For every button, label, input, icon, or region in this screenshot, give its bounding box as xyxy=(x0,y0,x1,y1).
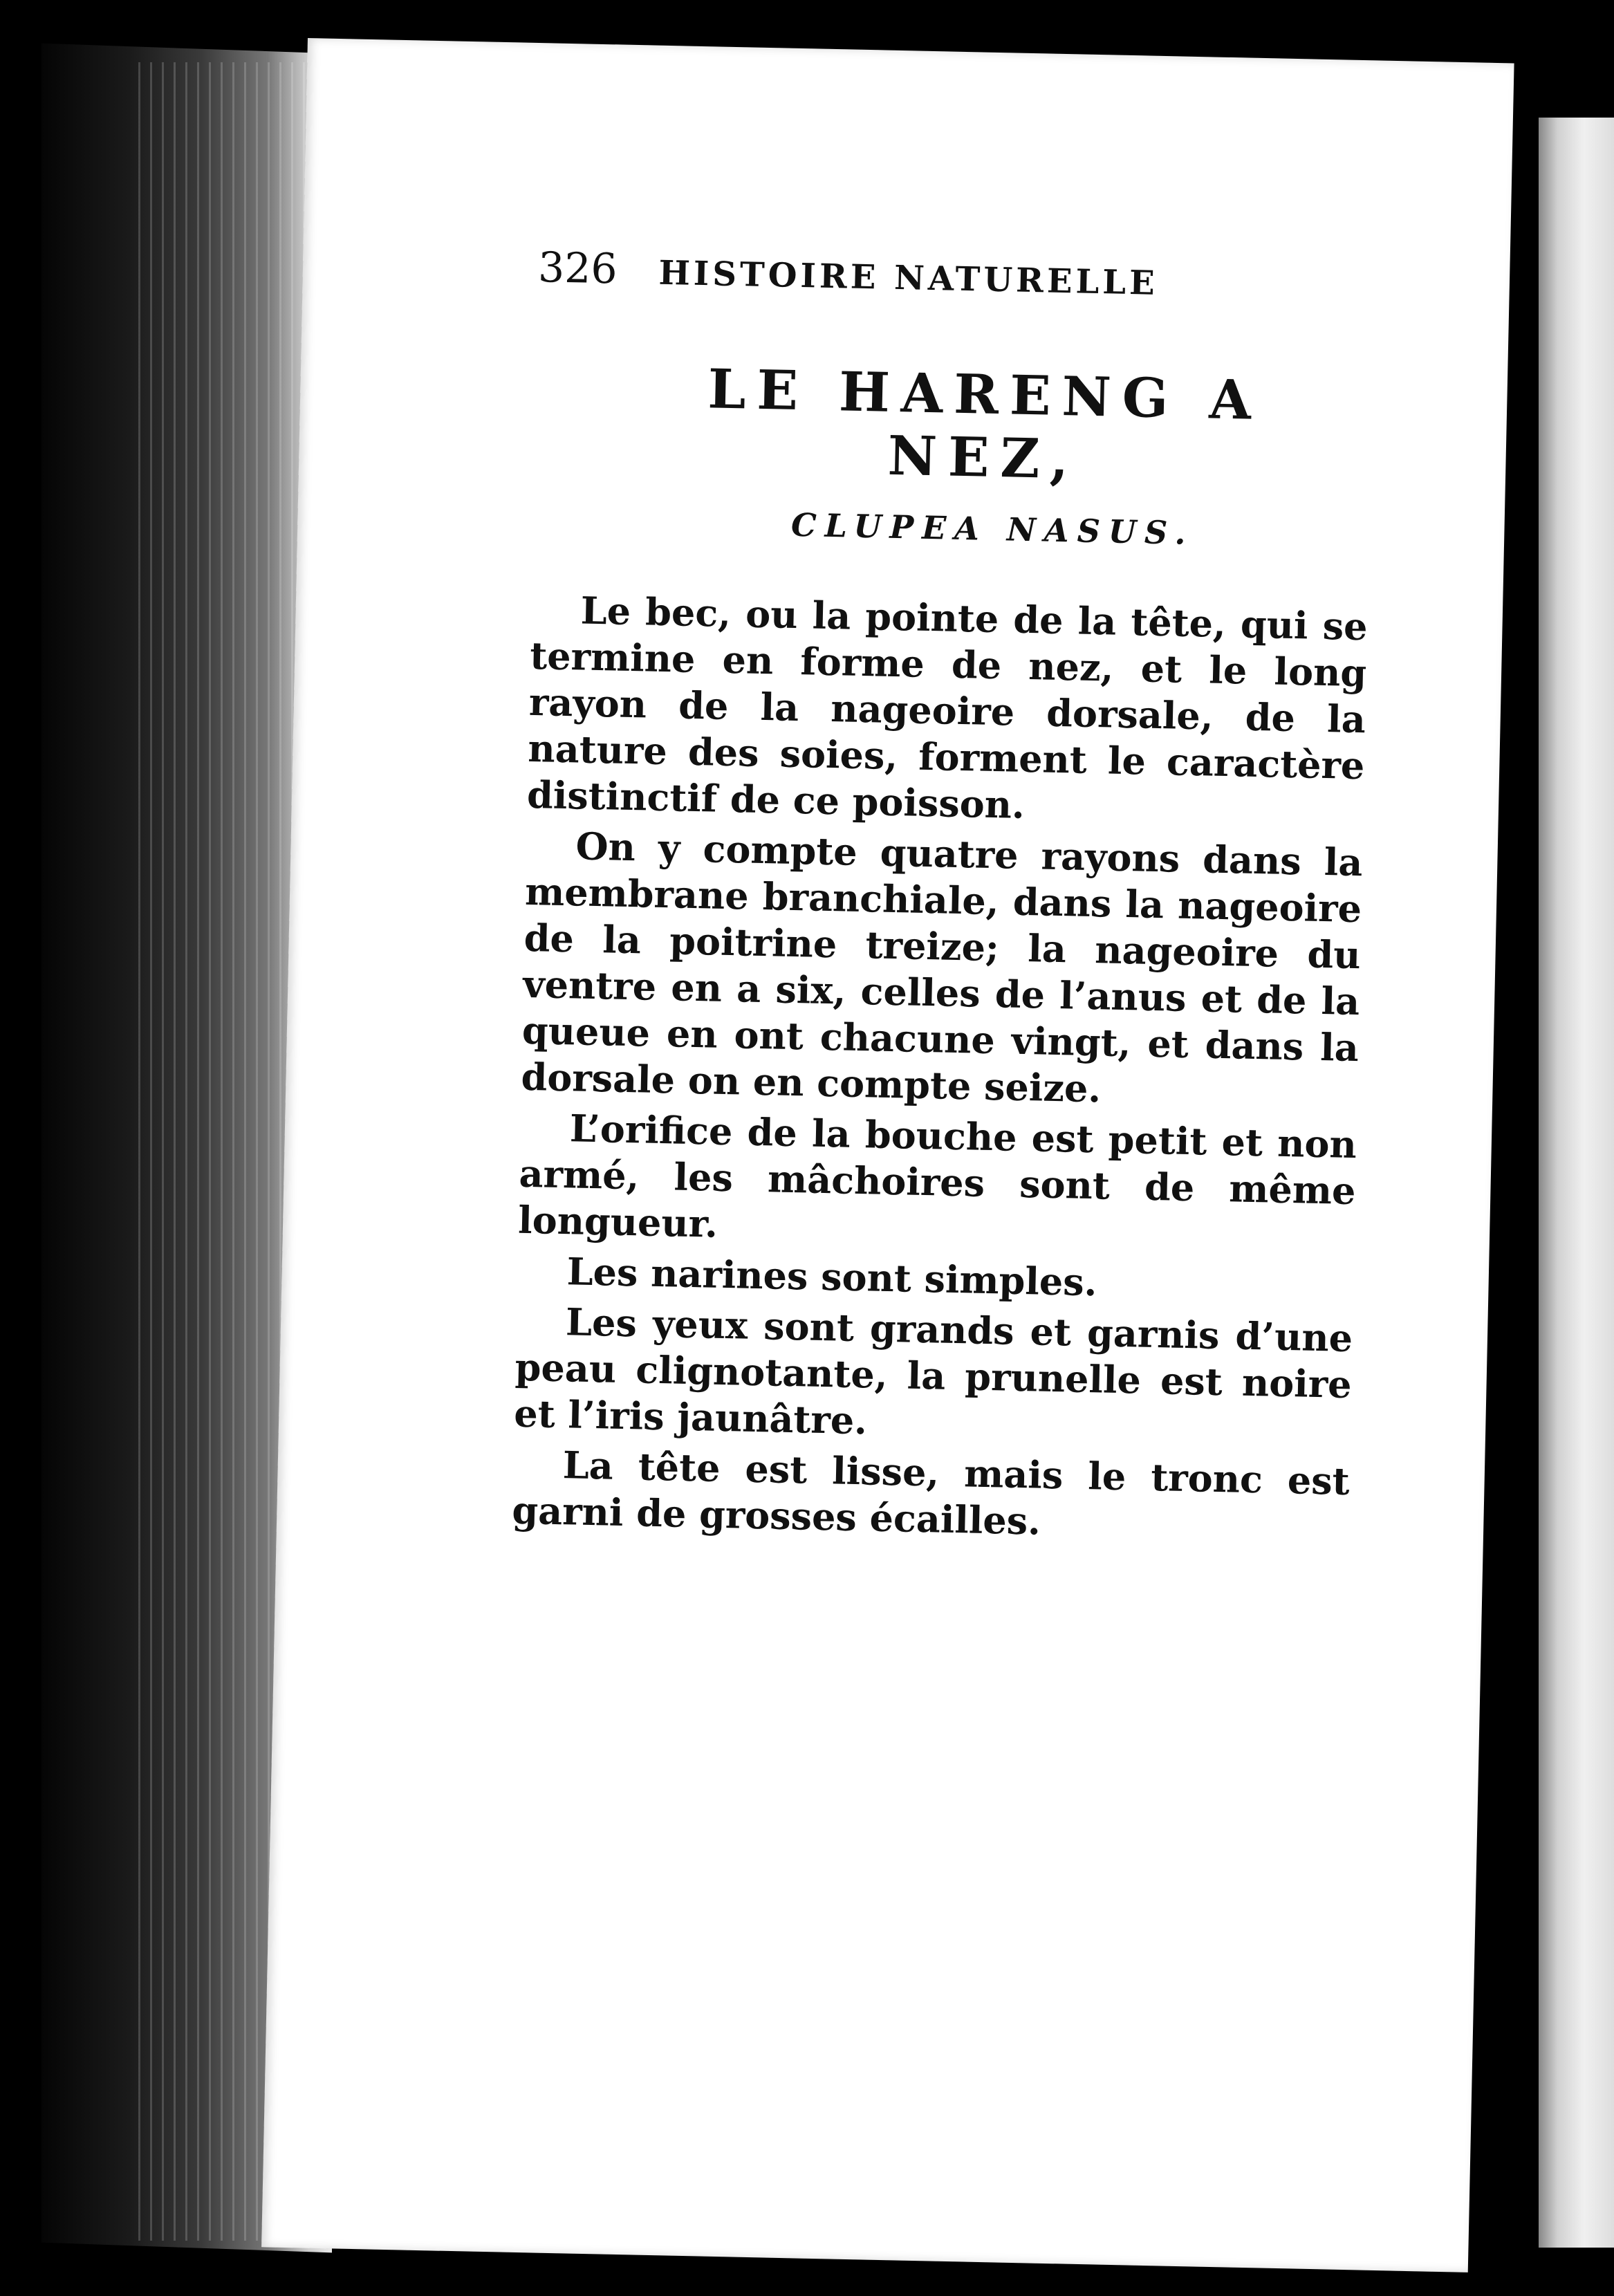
gutter-shadow xyxy=(1508,104,1539,2261)
book-page xyxy=(261,38,1514,2272)
facing-page-edge xyxy=(1539,118,1614,2248)
chapter-title: LE HARENG A NEZ, xyxy=(707,358,1263,492)
body-text xyxy=(512,586,1368,1551)
paragraph-6: La tête est lisse, mais le tronc est garni de grosses écailles. xyxy=(511,1443,1351,1544)
page-number: 326 xyxy=(537,243,618,294)
paragraph-3: L’orifice de la bouche est petit et non armé, les mâchoires sont de même longueur. xyxy=(517,1106,1357,1246)
latin-name: CLUPEA NASUS. xyxy=(790,506,1195,552)
running-title: HISTOIRE NATURELLE xyxy=(658,253,1159,303)
running-head xyxy=(537,243,1375,323)
paragraph-2: On y compte quatre rayons dans la membrane branchiale, dans la nageoire de la poitrine treize; la nageoire du ventre en a six, celles de l’anus et de la queue en ont chacune vingt, et dans la dorsale on en compte seize. xyxy=(520,824,1364,1111)
page-content xyxy=(512,243,1375,1551)
paragraph-4: Les narines sont simples. xyxy=(566,1249,1098,1305)
paragraph-1: Le bec, ou la pointe de la tête, qui se termine en forme de nez, et le long rayon de la nageoire dorsale, de la nature des soies, forment le caractère distinctif de ce poisson. xyxy=(526,588,1369,827)
paragraph-5: Les yeux sont grands et garnis d’une peau clignotante, la prunelle est noire et l’iris jaunâtre. xyxy=(513,1299,1353,1443)
